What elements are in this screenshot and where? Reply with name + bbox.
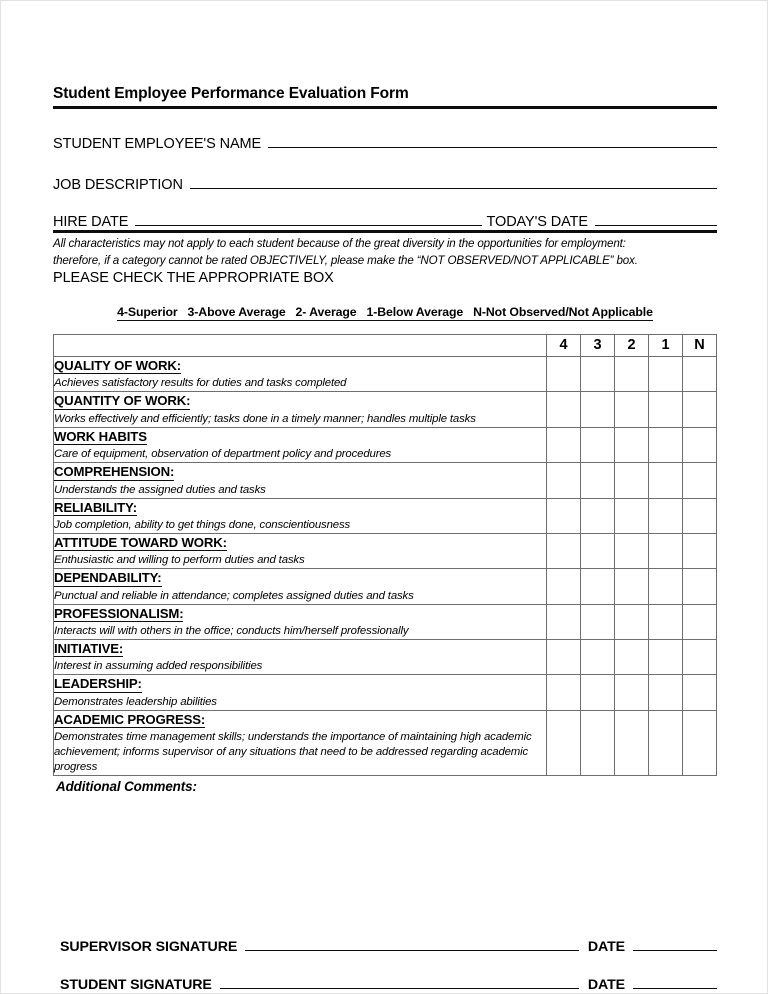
rating-checkbox-3[interactable]	[581, 604, 615, 639]
rating-checkbox-n[interactable]	[683, 463, 717, 498]
todays-date-label: TODAY'S DATE	[486, 214, 588, 230]
criteria-title: INITIATIVE:	[54, 641, 124, 656]
rating-checkbox-n[interactable]	[683, 533, 717, 568]
rating-column-header-n: N	[683, 335, 717, 357]
student-signature-input[interactable]	[220, 976, 579, 989]
additional-comments-area[interactable]	[53, 794, 717, 854]
criteria-title: QUALITY OF WORK:	[54, 358, 182, 374]
criteria-description: Demonstrates leadership abilities	[54, 695, 217, 708]
spacer	[53, 193, 717, 212]
student-date-label: DATE	[587, 977, 625, 994]
rating-checkbox-2[interactable]	[615, 640, 649, 675]
rating-checkbox-4[interactable]	[547, 357, 581, 392]
criteria-cell	[54, 710, 547, 775]
rating-checkbox-n[interactable]	[683, 710, 717, 775]
criteria-title: RELIABILITY:	[54, 499, 137, 515]
rating-column-header-4: 4	[547, 335, 581, 357]
rating-checkbox-1[interactable]	[649, 498, 683, 533]
rating-checkbox-1[interactable]	[649, 533, 683, 568]
rating-checkbox-1[interactable]	[649, 675, 683, 710]
supervisor-date-input[interactable]	[633, 938, 717, 951]
table-row	[54, 604, 717, 639]
table-row	[54, 498, 717, 533]
signature-section	[53, 854, 717, 993]
criteria-cell	[54, 392, 547, 427]
hire-date-input[interactable]	[135, 212, 482, 226]
student-name-input[interactable]	[268, 134, 717, 148]
rating-checkbox-n[interactable]	[683, 569, 717, 604]
rating-checkbox-n[interactable]	[683, 604, 717, 639]
rating-checkbox-n[interactable]	[683, 498, 717, 533]
criteria-title: DEPENDABILITY:	[54, 570, 162, 586]
ratings-table-body	[54, 357, 717, 776]
rating-checkbox-4[interactable]	[547, 675, 581, 710]
rating-checkbox-2[interactable]	[615, 357, 649, 392]
rating-checkbox-2[interactable]	[615, 710, 649, 775]
job-description-label: JOB DESCRIPTION	[53, 177, 183, 193]
rating-checkbox-2[interactable]	[615, 463, 649, 498]
spacer	[53, 110, 717, 134]
supervisor-date-label: DATE	[587, 939, 625, 956]
please-check-instruction: PLEASE CHECK THE APPROPRIATE BOX	[53, 270, 334, 287]
rating-checkbox-3[interactable]	[581, 392, 615, 427]
date-field-row	[53, 212, 717, 230]
rating-checkbox-3[interactable]	[581, 675, 615, 710]
rating-checkbox-n[interactable]	[683, 427, 717, 462]
student-date-input[interactable]	[633, 976, 717, 989]
criteria-title: COMPREHENSION:	[54, 464, 175, 480]
rating-checkbox-3[interactable]	[581, 710, 615, 775]
ratings-table	[53, 334, 717, 776]
criteria-title: QUANTITY OF WORK:	[54, 393, 191, 409]
criteria-cell	[54, 427, 547, 462]
criteria-cell	[54, 498, 547, 533]
job-description-field-row	[53, 175, 717, 193]
table-row	[54, 569, 717, 604]
spacer	[53, 152, 717, 175]
criteria-description: Punctual and reliable in attendance; completes assigned duties and tasks	[54, 589, 414, 602]
criteria-title: ACADEMIC PROGRESS:	[54, 711, 206, 727]
rating-legend-container	[53, 286, 717, 334]
criteria-description: Achieves satisfactory results for duties and tasks completed	[54, 377, 347, 390]
criteria-description: Works effectively and efficiently; tasks done in a timely manner; handles multiple tasks	[54, 412, 476, 425]
disclaimer-line-2: therefore, if a category cannot be rated OBJECTIVELY, please make the “NOT OBSERVED/NOT APPLICABLE” box.	[53, 254, 638, 268]
table-row	[54, 710, 717, 775]
rating-checkbox-4[interactable]	[547, 710, 581, 775]
rating-checkbox-3[interactable]	[581, 357, 615, 392]
supervisor-signature-label: SUPERVISOR SIGNATURE	[60, 939, 238, 956]
rating-checkbox-4[interactable]	[547, 569, 581, 604]
rating-checkbox-4[interactable]	[547, 533, 581, 568]
rating-checkbox-4[interactable]	[547, 640, 581, 675]
hire-date-label: HIRE DATE	[53, 214, 129, 230]
rating-checkbox-1[interactable]	[649, 392, 683, 427]
student-signature-row	[53, 955, 717, 993]
rating-checkbox-4[interactable]	[547, 463, 581, 498]
criteria-cell	[54, 604, 547, 639]
rating-checkbox-4[interactable]	[547, 604, 581, 639]
criteria-cell	[54, 463, 547, 498]
rating-column-header-1: 1	[649, 335, 683, 357]
table-row	[54, 392, 717, 427]
header-section-divider	[53, 230, 717, 233]
criteria-cell	[54, 675, 547, 710]
criteria-description: Care of equipment, observation of department policy and procedures	[54, 448, 392, 461]
ratings-table-head	[54, 335, 717, 357]
rating-checkbox-1[interactable]	[649, 427, 683, 462]
rating-checkbox-2[interactable]	[615, 604, 649, 639]
form-sheet	[53, 85, 717, 993]
rating-checkbox-1[interactable]	[649, 569, 683, 604]
rating-checkbox-2[interactable]	[615, 569, 649, 604]
criteria-description: Enthusiastic and willing to perform duties and tasks	[54, 554, 305, 567]
rating-checkbox-4[interactable]	[547, 392, 581, 427]
rating-checkbox-2[interactable]	[615, 675, 649, 710]
student-name-label: STUDENT EMPLOYEE'S NAME	[53, 136, 262, 152]
rating-checkbox-2[interactable]	[615, 427, 649, 462]
rating-checkbox-n[interactable]	[683, 392, 717, 427]
disclaimer-line-1: All characteristics may not apply to each student because of the great diversity in the opportunities for employment:	[53, 237, 626, 250]
rating-checkbox-1[interactable]	[649, 463, 683, 498]
criteria-description: Demonstrates time management skills; understands the importance of maintaining high academic achievement; informs supervisor of any situations that need to be addressed regarding academic progress	[54, 731, 532, 774]
rating-checkbox-3[interactable]	[581, 463, 615, 498]
criteria-title: LEADERSHIP:	[54, 676, 142, 692]
criteria-description: Job completion, ability to get things done, conscientiousness	[54, 518, 351, 531]
rating-checkbox-4[interactable]	[547, 498, 581, 533]
rating-checkbox-n[interactable]	[683, 357, 717, 392]
table-row	[54, 640, 717, 675]
criteria-title: WORK HABITS	[54, 428, 147, 444]
rating-checkbox-3[interactable]	[581, 427, 615, 462]
criteria-cell	[54, 533, 547, 568]
criteria-cell	[54, 569, 547, 604]
criteria-title: ATTITUDE TOWARD WORK:	[54, 534, 227, 550]
table-row	[54, 533, 717, 568]
rating-checkbox-2[interactable]	[615, 533, 649, 568]
criteria-header-blank	[54, 335, 547, 357]
table-header-row	[54, 335, 717, 357]
rating-column-header-2: 2	[615, 335, 649, 357]
job-description-input[interactable]	[190, 175, 717, 189]
todays-date-input[interactable]	[595, 212, 717, 226]
criteria-title: PROFESSIONALISM:	[54, 605, 184, 621]
supervisor-signature-input[interactable]	[245, 938, 579, 951]
rating-checkbox-3[interactable]	[581, 640, 615, 675]
table-row	[54, 427, 717, 462]
rating-checkbox-1[interactable]	[649, 604, 683, 639]
rating-checkbox-2[interactable]	[615, 498, 649, 533]
rating-checkbox-3[interactable]	[581, 569, 615, 604]
student-name-field-row	[53, 134, 717, 152]
rating-checkbox-n[interactable]	[683, 675, 717, 710]
criteria-cell	[54, 640, 547, 675]
rating-checkbox-n[interactable]	[683, 640, 717, 675]
rating-checkbox-1[interactable]	[649, 710, 683, 775]
supervisor-signature-row	[53, 938, 717, 955]
rating-checkbox-4[interactable]	[547, 427, 581, 462]
student-signature-label: STUDENT SIGNATURE	[60, 977, 212, 994]
rating-checkbox-1[interactable]	[649, 640, 683, 675]
criteria-description: Interacts will with others in the office; conducts him/herself professionally	[54, 624, 409, 637]
rating-column-header-3: 3	[581, 335, 615, 357]
page-title: Student Employee Performance Evaluation Form	[53, 85, 409, 102]
title-underline	[53, 106, 717, 109]
rating-checkbox-3[interactable]	[581, 498, 615, 533]
table-row	[54, 463, 717, 498]
criteria-cell	[54, 357, 547, 392]
criteria-description: Interest in assuming added responsibilities	[54, 660, 263, 673]
table-row	[54, 357, 717, 392]
rating-checkbox-3[interactable]	[581, 533, 615, 568]
rating-checkbox-1[interactable]	[649, 357, 683, 392]
rating-legend: 4-Superior 3-Above Average 2- Average 1-Below Average N-Not Observed/Not Applicable	[117, 305, 653, 320]
rating-checkbox-2[interactable]	[615, 392, 649, 427]
table-row	[54, 675, 717, 710]
additional-comments-label: Additional Comments:	[56, 779, 197, 795]
criteria-description: Understands the assigned duties and tasks	[54, 483, 266, 496]
